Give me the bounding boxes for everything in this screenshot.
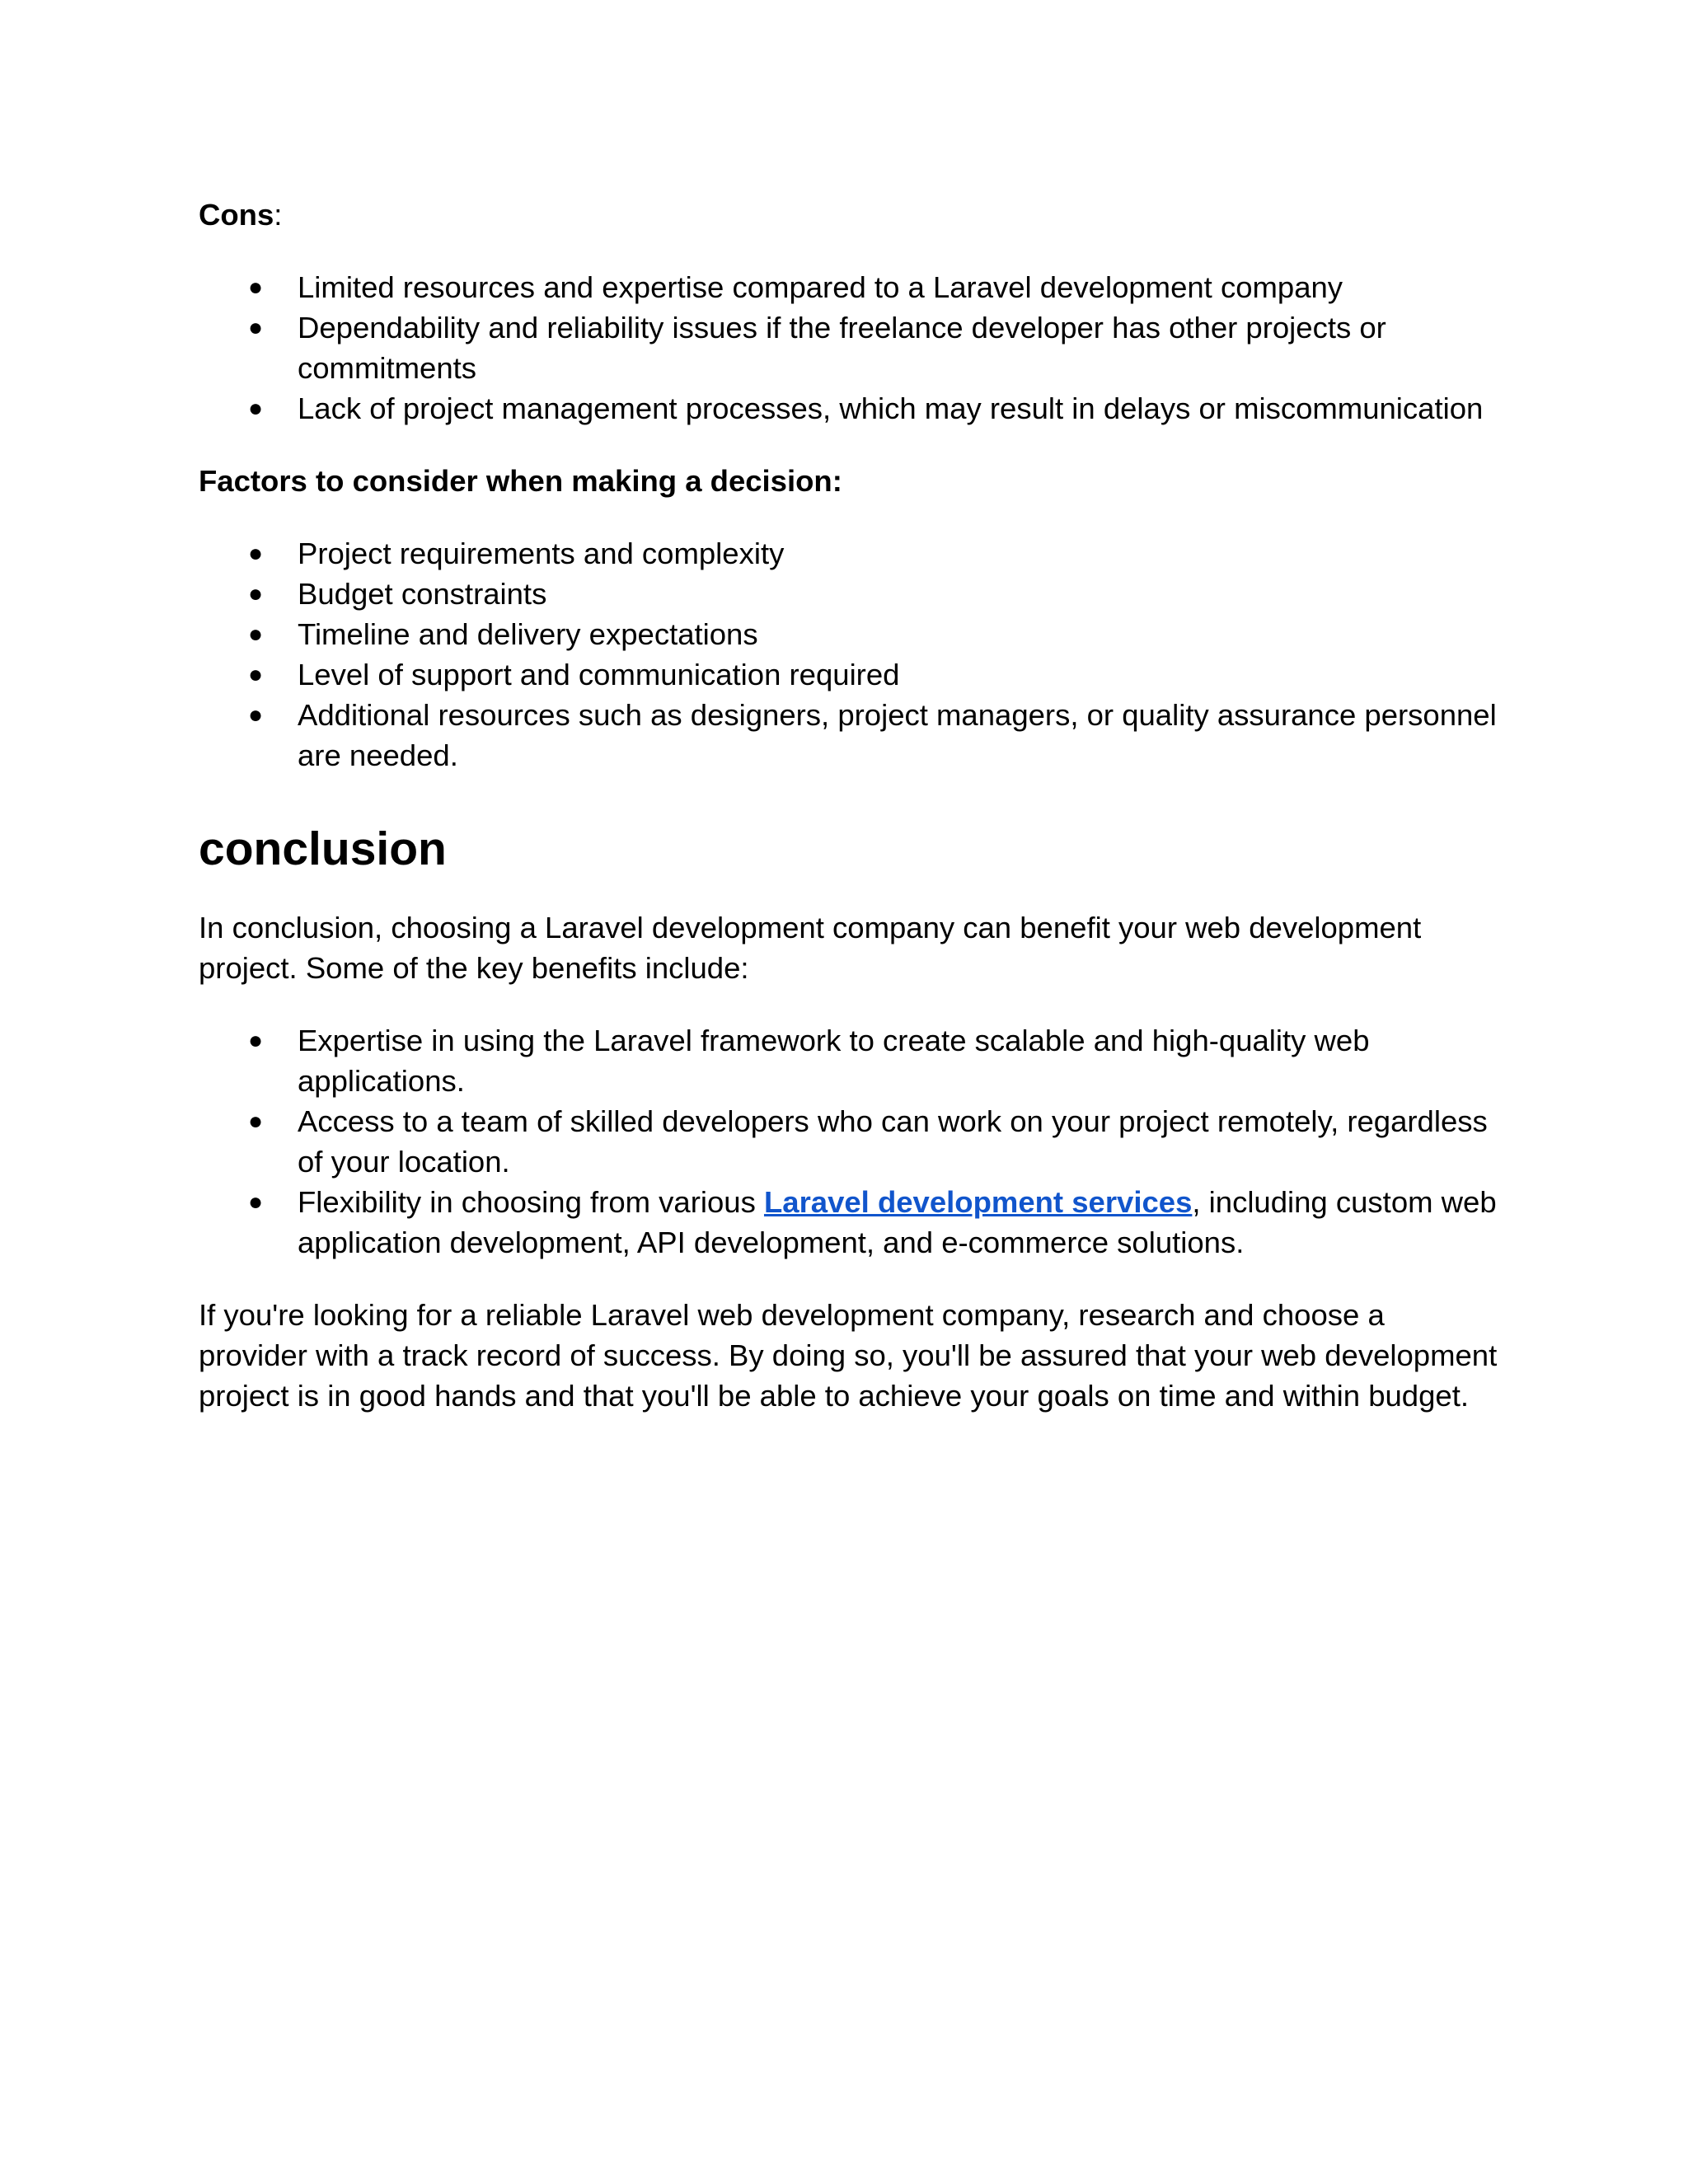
list-item [199, 654, 1501, 695]
list-item [199, 574, 1501, 614]
link-item-after: , including custom web application development, API development, and e-commerce solutions. [298, 1185, 1497, 1259]
bullet-icon: ● [248, 661, 264, 688]
bullet-icon: ● [248, 580, 264, 607]
closing-paragraph: If you're looking for a reliable Laravel web development company, research and choose a provider with a track record of success. By doing so, you'll be assured that your web development project is in good hands and that you'll be able to achieve your goals on time and within budget. [199, 1298, 1498, 1413]
bullet-icon: ● [248, 621, 264, 648]
cons-label-colon: : [274, 198, 283, 232]
list-item-text: Lack of project management processes, which may result in delays or miscommunication [298, 391, 1484, 425]
bullet-icon: ● [248, 1108, 264, 1135]
conclusion-heading: conclusion [199, 823, 447, 875]
cons-label-text: Cons [199, 198, 274, 232]
list-item [199, 533, 1501, 574]
benefits-list [199, 1020, 1501, 1263]
list-item [199, 695, 1501, 776]
cons-list [199, 267, 1501, 429]
list-item-text: Dependability and reliability issues if the freelance developer has other projects or commitments [298, 311, 1386, 385]
bullet-icon: ● [248, 395, 264, 422]
link-item-before: Flexibility in choosing from various [298, 1185, 764, 1219]
bullet-icon: ● [248, 701, 264, 729]
cons-label [199, 194, 1501, 235]
list-item-text: Project requirements and complexity [298, 537, 785, 570]
list-item [199, 1101, 1501, 1182]
document-page [199, 194, 1501, 1416]
list-item-text: Access to a team of skilled developers who can work on your project remotely, regardless of your location. [298, 1104, 1488, 1179]
factors-label [199, 461, 1501, 501]
list-item [199, 267, 1501, 307]
list-item [199, 307, 1501, 388]
list-item-text: Timeline and delivery expectations [298, 617, 758, 651]
list-item [199, 388, 1501, 429]
list-item-text: Budget constraints [298, 577, 547, 611]
factors-list [199, 533, 1501, 776]
factors-label-text: Factors to consider when making a decision: [199, 464, 842, 498]
list-item [199, 1020, 1501, 1101]
bullet-icon: ● [248, 274, 264, 301]
list-item-text: Limited resources and expertise compared to a Laravel development company [298, 270, 1343, 304]
bullet-icon: ● [248, 314, 264, 341]
list-item-text: Level of support and communication required [298, 658, 900, 691]
bullet-icon: ● [248, 540, 264, 567]
bullet-icon: ● [248, 1188, 264, 1216]
list-item-text: Expertise in using the Laravel framework to create scalable and high-quality web applications. [298, 1024, 1370, 1098]
conclusion-intro: In conclusion, choosing a Laravel development company can benefit your web development project. Some of the key benefits include: [199, 911, 1422, 985]
list-item-text [298, 1185, 1497, 1259]
list-item [199, 1182, 1501, 1263]
laravel-services-link[interactable]: Laravel development services [763, 1185, 1193, 1219]
list-item-text: Additional resources such as designers, project managers, or quality assurance personnel are needed. [298, 698, 1497, 772]
list-item [199, 614, 1501, 654]
bullet-icon: ● [248, 1027, 264, 1054]
